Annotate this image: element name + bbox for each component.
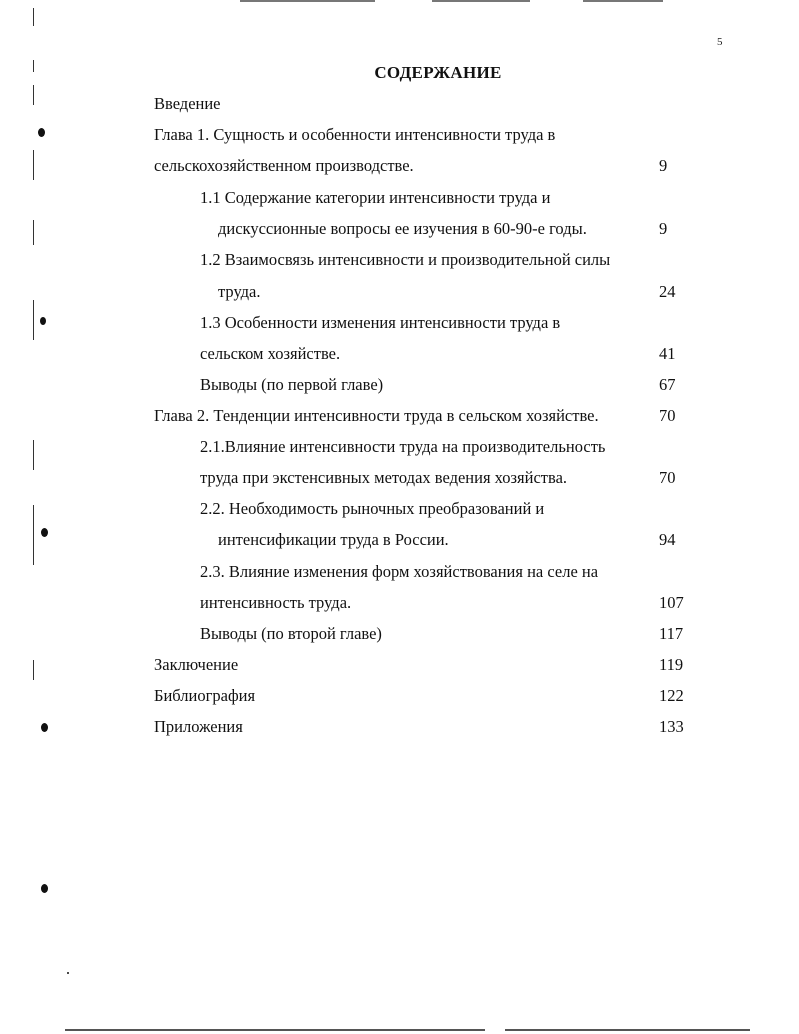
- toc-entry-page: 119: [659, 655, 684, 674]
- toc-entry-text: Выводы (по первой главе): [200, 375, 384, 394]
- scan-top-edge: [240, 0, 375, 2]
- toc-entry-page: 41: [659, 344, 676, 363]
- scan-margin-mark: [33, 220, 34, 245]
- toc-entry-text: труда.: [218, 282, 261, 301]
- toc-entry-page: 117: [659, 624, 684, 643]
- toc-entry-text: Глава 1. Сущность и особенности интенсивности труда в: [154, 125, 556, 144]
- scan-punch-hole-mark: [41, 723, 48, 732]
- scan-margin-mark: [33, 660, 34, 680]
- toc-entry-text: сельском хозяйстве.: [200, 344, 341, 363]
- scan-top-edge: [432, 0, 530, 2]
- toc-entry-page: 67: [659, 375, 676, 394]
- toc-entry-text: Библиография: [154, 686, 256, 705]
- toc-entry-page: 9: [659, 156, 668, 175]
- toc-entry-text: Глава 2. Тенденции интенсивности труда в сельском хозяйстве.: [154, 406, 599, 425]
- toc-entry-text: сельскохозяйственном производстве.: [154, 156, 414, 175]
- scan-top-edge: [583, 0, 663, 2]
- scan-margin-mark: [33, 505, 34, 565]
- scan-bottom-edge: [505, 1029, 750, 1031]
- toc-entry-text: Заключение: [154, 655, 239, 674]
- scan-margin-mark: [33, 150, 34, 180]
- scan-margin-mark: [33, 8, 34, 26]
- toc-entry-page: 122: [659, 686, 684, 705]
- toc-entry-page: 70: [659, 468, 676, 487]
- scan-bottom-edge: [65, 1029, 485, 1031]
- toc-entry-page: 70: [659, 406, 676, 425]
- toc-entry-text: труда при экстенсивных методах ведения хозяйства.: [200, 468, 568, 487]
- toc-entry-text: Введение: [154, 94, 221, 113]
- scan-margin-mark: [33, 85, 34, 105]
- scan-punch-hole-mark: [40, 317, 46, 325]
- scan-speck: [67, 972, 69, 974]
- scan-punch-hole-mark: [38, 128, 45, 137]
- page-number: 5: [717, 36, 723, 48]
- page-title: СОДЕРЖАНИЕ: [374, 63, 502, 82]
- scan-margin-mark: [33, 300, 34, 340]
- scan-punch-hole-mark: [41, 528, 48, 537]
- toc-entry-page: 24: [659, 282, 676, 301]
- toc-entry-page: 133: [659, 717, 684, 736]
- toc-entry-text: Приложения: [154, 717, 243, 736]
- toc-entry-text: 2.2. Необходимость рыночных преобразований и: [200, 499, 545, 518]
- toc-entry-page: 94: [659, 530, 676, 549]
- scan-margin-mark: [33, 440, 34, 470]
- toc-entry-text: 1.1 Содержание категории интенсивности труда и: [200, 188, 551, 207]
- toc-entry-text: дискуссионные вопросы ее изучения в 60-90-е годы.: [218, 219, 587, 238]
- toc-entry-text: 1.3 Особенности изменения интенсивности труда в: [200, 313, 561, 332]
- toc-entry-text: 2.3. Влияние изменения форм хозяйствования на селе на: [200, 562, 599, 581]
- toc-entry-text: 2.1.Влияние интенсивности труда на производительность: [200, 437, 606, 456]
- toc-entry-text: интенсификации труда в России.: [218, 530, 449, 549]
- toc-entry-text: Выводы (по второй главе): [200, 624, 382, 643]
- toc-entry-text: 1.2 Взаимосвязь интенсивности и производительной силы: [200, 250, 611, 269]
- scan-punch-hole-mark: [41, 884, 48, 893]
- toc-entry-page: 107: [659, 593, 684, 612]
- toc-entry-text: интенсивность труда.: [200, 593, 352, 612]
- toc-entry-page: 9: [659, 219, 668, 238]
